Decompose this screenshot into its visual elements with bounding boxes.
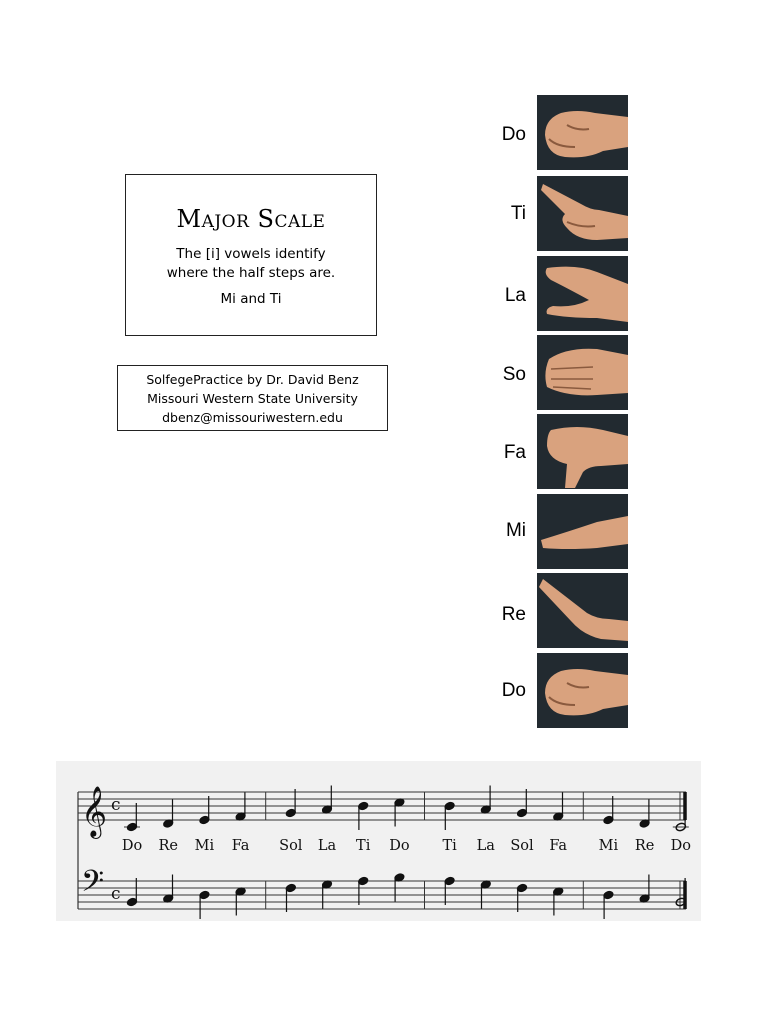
time-signature: c — [111, 884, 121, 904]
syllable-label: Do — [501, 680, 526, 701]
lyric-syllable: Mi — [598, 838, 619, 854]
lyric-syllable: Ti — [356, 838, 371, 854]
fist-hand-icon — [537, 653, 628, 728]
lyric-syllable: La — [476, 838, 495, 854]
syllable-label: Fa — [503, 442, 526, 463]
half-steps-note: Mi and Ti — [220, 291, 282, 307]
syllable-label: Re — [501, 604, 526, 625]
slanted-hand-icon — [537, 573, 628, 648]
subtitle-line-2: where the half steps are. — [166, 265, 336, 281]
lyric-syllable: Sol — [279, 838, 303, 854]
lyric-syllable: Ti — [442, 838, 457, 854]
fist-hand-icon — [537, 95, 628, 170]
lyric-syllable: Re — [158, 838, 178, 854]
lyric-syllable: Sol — [510, 838, 534, 854]
syllable-label: La — [504, 285, 526, 306]
title-box — [125, 174, 377, 336]
lyric-syllable: Do — [670, 838, 691, 854]
credit-line-1: SolfegePractice by Dr. David Benz — [146, 372, 359, 387]
credit-box — [117, 365, 388, 431]
lyric-syllable: Re — [634, 838, 655, 854]
credit-line-2: Missouri Western State University — [147, 391, 358, 406]
lyric-syllable: Fa — [549, 838, 568, 854]
syllable-label: Ti — [510, 203, 526, 224]
treble-clef-icon: 𝄞 — [81, 786, 108, 837]
syllable-label: So — [502, 364, 526, 385]
scale-staff-panel — [56, 761, 701, 921]
subtitle — [126, 245, 376, 283]
time-signature: c — [111, 795, 121, 815]
point-up-hand-icon — [537, 176, 628, 251]
flat-hand-icon — [537, 335, 628, 410]
lyric-syllable: Do — [389, 838, 410, 854]
thumb-down-hand-icon — [537, 414, 628, 489]
subtitle-line-1: The [i] vowels identify — [176, 246, 326, 262]
bass-clef-icon: 𝄢 — [81, 865, 105, 906]
syllable-label: Mi — [505, 520, 526, 541]
lyric-syllable: La — [317, 838, 337, 854]
grand-staff — [56, 761, 701, 921]
credit-email[interactable]: dbenz@missouriwestern.edu — [162, 410, 343, 425]
lyric-syllable: Do — [121, 838, 143, 854]
lyric-syllable: Fa — [231, 838, 250, 854]
page-title: Major Scale — [176, 205, 326, 233]
syllable-label: Do — [501, 124, 526, 145]
cupped-down-hand-icon — [537, 256, 628, 331]
level-hand-icon — [537, 494, 628, 569]
lyric-syllable: Mi — [194, 838, 215, 854]
